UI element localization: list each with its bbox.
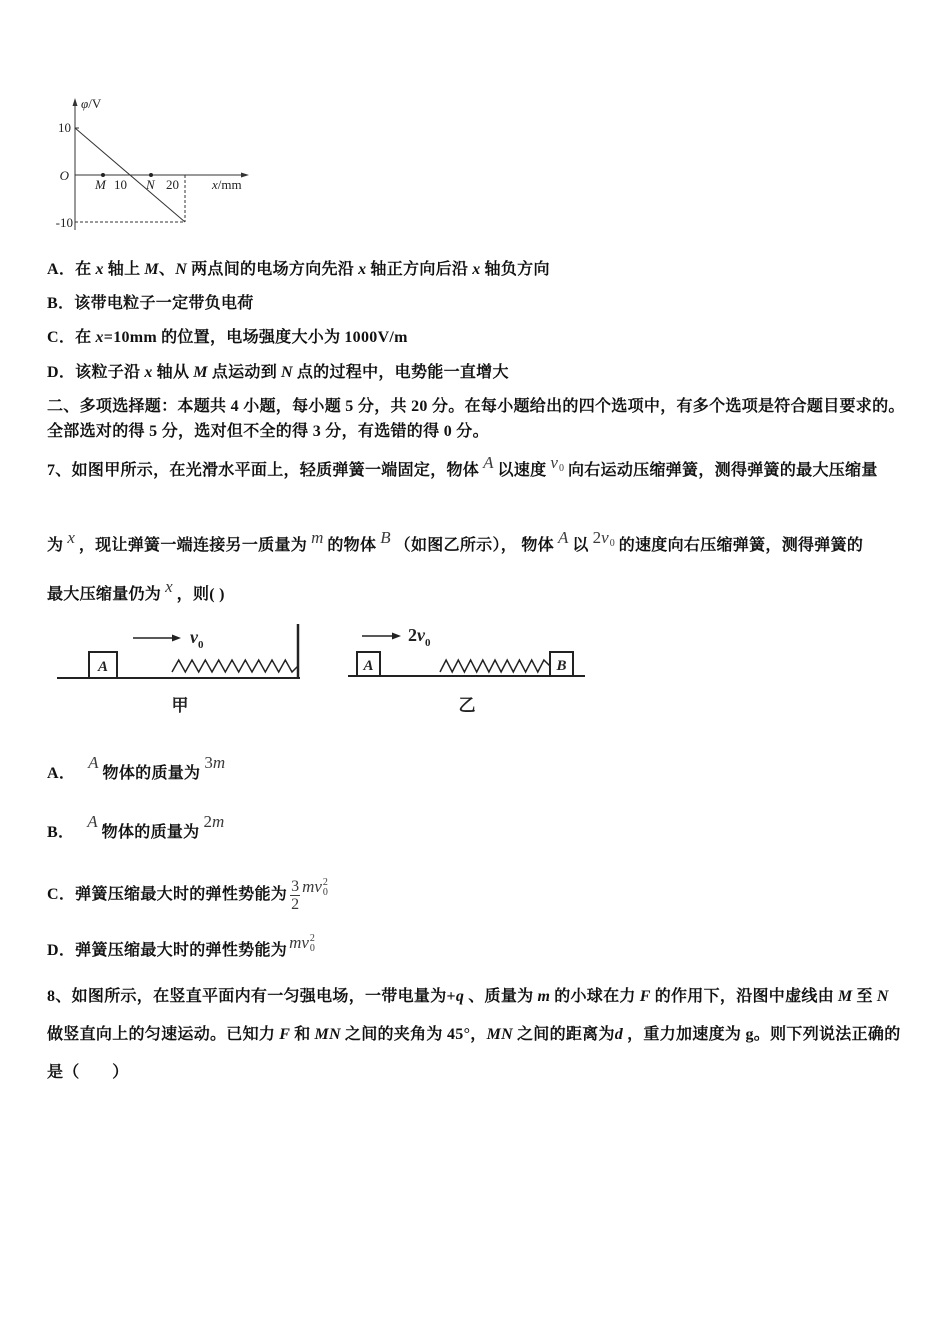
var-x: x — [472, 261, 481, 278]
q7-stem-line3 — [47, 577, 225, 607]
stem-text: （如图乙所示）， 物体 — [394, 537, 554, 554]
fraction-denominator: 2 — [291, 896, 300, 913]
y-tick-top: 10 — [58, 120, 71, 135]
subscript-0: 0 — [558, 463, 564, 474]
option-text: 的位置，电场强度大小为 — [161, 329, 341, 346]
math-a: A — [88, 753, 99, 772]
y-axis-arrow — [73, 98, 78, 106]
equals-10mm: =10mm — [103, 329, 158, 346]
option-text: 、 — [158, 261, 176, 278]
spring-yi — [440, 660, 550, 672]
velocity-subscript: 0 — [198, 639, 204, 651]
stem-text: 以速度 — [497, 462, 547, 479]
section-2-heading — [47, 395, 905, 419]
coef-3: 3 — [204, 753, 213, 772]
var-v: v — [550, 453, 558, 472]
q7-stem-line2 — [47, 528, 864, 560]
fraction-numerator: 3 — [291, 878, 300, 895]
var-n: N — [281, 364, 293, 381]
point-m-label: M — [95, 177, 106, 192]
var-q: q — [455, 988, 465, 1005]
var-d: d — [614, 1026, 624, 1043]
fraction-three-halves — [290, 878, 300, 913]
section-2-scoring — [47, 420, 489, 444]
option-text: C．在 — [47, 329, 92, 346]
var-m: m — [537, 988, 551, 1005]
velocity-label-v0 — [190, 627, 204, 651]
subscript-0: 0 — [609, 538, 615, 549]
stem-text: 8、如图所示，在竖直平面内有一匀强电场，一带电量为+ — [47, 988, 456, 1005]
x-axis-label — [211, 177, 242, 192]
velocity-arrowhead — [392, 633, 401, 640]
math-a: A — [483, 453, 494, 472]
option-text: 轴上 — [107, 261, 141, 278]
block-a-label: A — [97, 659, 109, 675]
stem-text: 的作用下，沿图中虚线由 — [654, 988, 834, 1005]
q7-option-c — [47, 878, 332, 913]
math-mv0-squared — [302, 877, 328, 899]
var-m: M — [144, 261, 159, 278]
var-m-point: M — [838, 988, 853, 1005]
math-2m — [203, 812, 224, 831]
var-m: M — [193, 364, 208, 381]
option-text: 轴负方向 — [484, 261, 550, 278]
math-v0 — [550, 453, 564, 472]
velocity-subscript: 0 — [425, 637, 431, 649]
caption-yi: 乙 — [458, 696, 476, 715]
stem-text: 至 — [856, 988, 873, 1005]
stem-text: 之间的夹角为 45°， — [344, 1026, 487, 1043]
option-text: 点运动到 — [211, 364, 278, 381]
spring-jia — [172, 660, 298, 672]
subscript-0: 0 — [322, 887, 328, 899]
q7-option-b — [47, 812, 228, 845]
coef-2: 2 — [592, 528, 602, 547]
y-axis-unit: /V — [88, 96, 102, 111]
q7-stem-line1 — [47, 453, 878, 485]
option-text: 物体的质量为 — [102, 765, 201, 782]
math-2v0 — [593, 528, 615, 547]
velocity-label-2v0 — [408, 625, 431, 649]
math-mv0-squared — [289, 933, 315, 955]
q8-stem-line2 — [47, 1023, 901, 1047]
q7-option-d — [47, 933, 319, 963]
var-f: F — [639, 988, 651, 1005]
stem-text: 以 — [572, 537, 589, 554]
option-label: A． — [47, 765, 76, 782]
x-axis-arrow — [241, 173, 249, 178]
math-m: m — [311, 528, 324, 547]
y-tick-bottom: -10 — [55, 215, 73, 230]
stem-text: ，则( ) — [176, 586, 225, 603]
stem-text: 做竖直向上的匀速运动。已知力 — [47, 1026, 276, 1043]
stem-text: ，重力加速度为 g。则下列说法正确的 — [627, 1026, 901, 1043]
field-strength-value: 1000V/m — [344, 329, 408, 346]
section-2-line1: 二、多项选择题：本题共 4 小题，每小题 5 分，共 20 分。在每小题给出的四个选项中，有多个选项是符合题目要求的。 — [47, 398, 905, 415]
option-text: 轴从 — [156, 364, 190, 381]
q6-option-c — [47, 326, 408, 350]
x-axis-unit: /mm — [217, 177, 242, 192]
var-m: m — [212, 753, 226, 772]
section-2-line2: 全部选对的得 5 分，选对但不全的得 3 分，有选错的得 0 分。 — [47, 423, 489, 440]
block-a-label: A — [363, 658, 374, 674]
velocity-var: v — [417, 625, 425, 645]
coef-2: 2 — [203, 812, 212, 831]
option-text: 轴正方向后沿 — [370, 261, 469, 278]
q6-option-b — [47, 292, 254, 316]
q6-option-a — [47, 258, 550, 282]
var-x: x — [358, 261, 367, 278]
option-text: A．在 — [47, 261, 92, 278]
q8-stem-line1 — [47, 985, 889, 1009]
figure-yi — [348, 625, 585, 715]
math-a: A — [557, 528, 569, 547]
stem-text: 为 — [47, 537, 64, 554]
phi-vs-x-graph — [40, 95, 260, 235]
math-x: x — [165, 577, 173, 596]
option-text: C．弹簧压缩最大时的弹性势能为 — [47, 886, 288, 904]
q8-stem-line3 — [47, 1061, 129, 1085]
var-n-point: N — [876, 988, 889, 1005]
math-a: A — [87, 812, 98, 831]
superscript-2: 2 — [309, 933, 315, 945]
stem-text: 的小球在力 — [554, 988, 636, 1005]
stem-text: 最大压缩量仍为 — [47, 586, 162, 603]
var-x: x — [95, 261, 104, 278]
superscript-2: 2 — [322, 877, 328, 889]
stem-text: ，现让弹簧一端连接另一质量为 — [78, 537, 308, 554]
option-text: 物体的质量为 — [101, 824, 200, 841]
stem-text: 7、如图甲所示，在光滑水平面上，轻质弹簧一端固定，物体 — [47, 462, 480, 479]
stem-text: 之间的距离为 — [516, 1026, 615, 1043]
velocity-coef: 2 — [408, 625, 417, 645]
math-x: x — [67, 528, 75, 547]
var-x: x — [144, 364, 153, 381]
math-3m — [204, 753, 225, 772]
stem-text: 是（ ） — [47, 1064, 129, 1081]
var-mv: mv — [302, 877, 322, 897]
option-text: 两点间的电场方向先沿 — [191, 261, 355, 278]
option-text: D．弹簧压缩最大时的弹性势能为 — [47, 942, 288, 959]
stem-text: 、质量为 — [468, 988, 534, 1005]
var-f: F — [279, 1026, 291, 1043]
sup-sub-stack — [323, 878, 328, 898]
var-v: v — [601, 528, 609, 547]
math-b: B — [380, 528, 391, 547]
x-tick-10: 10 — [114, 177, 127, 192]
stem-text: 向右运动压缩弹簧，测得弹簧的最大压缩量 — [567, 462, 878, 479]
x-axis-var: x — [212, 177, 218, 192]
y-axis-var: φ — [81, 96, 89, 111]
var-mn: MN — [314, 1026, 341, 1043]
stem-text: 和 — [294, 1026, 311, 1043]
x-tick-20: 20 — [166, 177, 179, 192]
caption-jia: 甲 — [171, 696, 189, 715]
var-mv: mv — [289, 933, 309, 952]
stem-text: 的速度向右压缩弹簧，测得弹簧的 — [618, 537, 864, 554]
origin-label: O — [59, 168, 69, 183]
var-x: x — [95, 329, 104, 346]
point-n-label: N — [146, 177, 155, 192]
var-n: N — [175, 261, 188, 278]
var-m: m — [211, 812, 225, 831]
velocity-arrowhead — [172, 635, 181, 642]
y-axis-label — [81, 96, 102, 111]
option-label: B． — [47, 824, 75, 841]
figure-jia — [57, 624, 300, 715]
option-text: 点的过程中，电势能一直增大 — [296, 364, 509, 381]
var-mn: MN — [486, 1026, 513, 1043]
block-b-label: B — [556, 658, 567, 674]
option-text: D．该粒子沿 — [47, 364, 141, 381]
stem-text: 的物体 — [327, 537, 377, 554]
sup-sub-stack — [310, 934, 315, 954]
subscript-0: 0 — [309, 943, 315, 955]
option-text: B．该带电粒子一定带负电荷 — [47, 295, 254, 312]
q7-option-a — [47, 753, 229, 786]
velocity-var: v — [190, 627, 198, 647]
spring-figure — [50, 615, 595, 720]
q6-option-d — [47, 361, 509, 385]
